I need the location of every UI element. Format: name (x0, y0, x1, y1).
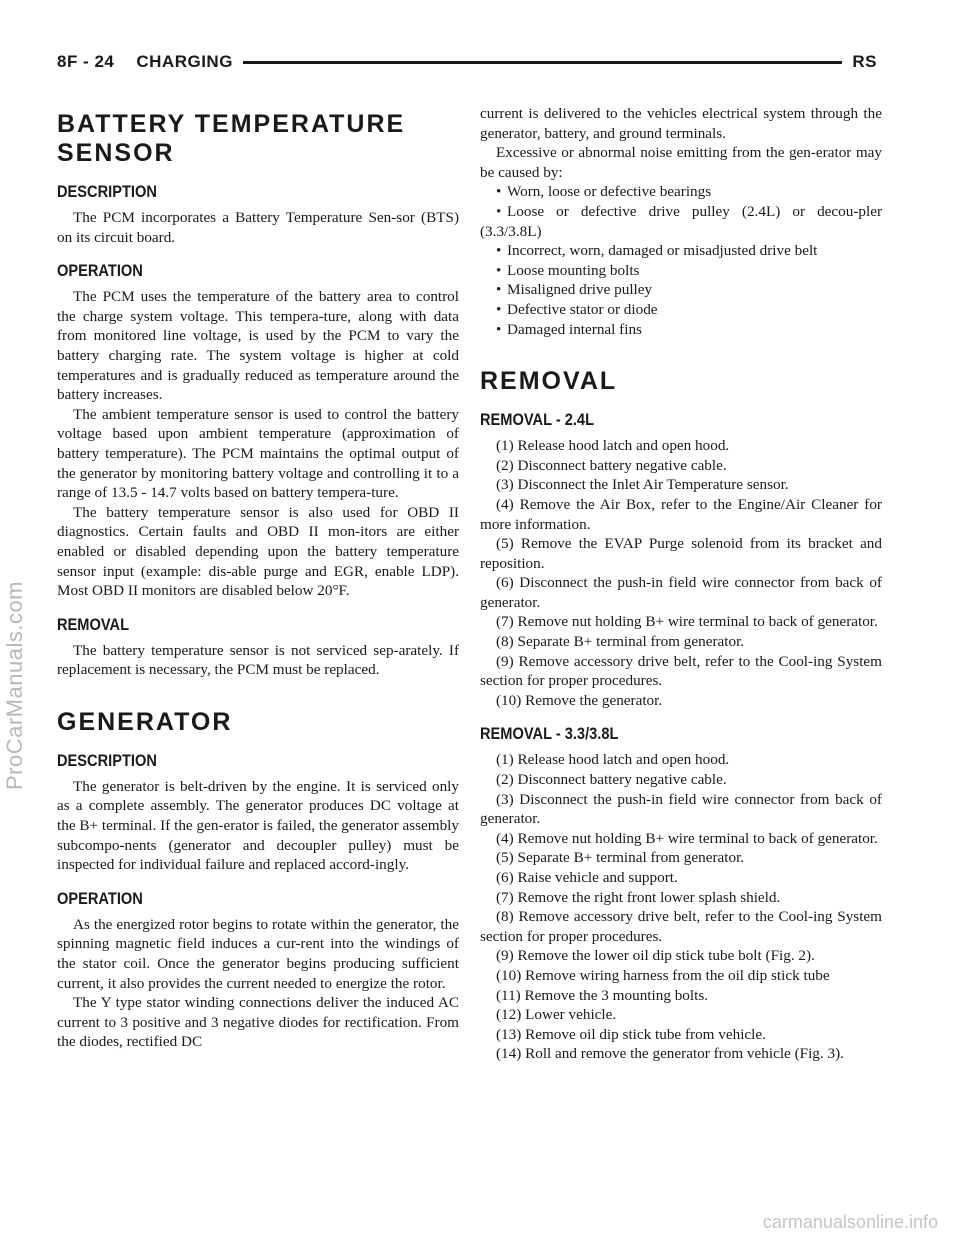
bts-operation-heading: OPERATION (57, 261, 143, 281)
step: (7) Remove nut holding B+ wire terminal to back of generator. (496, 613, 878, 631)
list-item-text: Loose or defective drive pulley (2.4L) or decou-pler (3.3/3.8L) (480, 202, 882, 240)
side-watermark: ProCarManuals.com (2, 580, 27, 790)
step: (8) Separate B+ terminal from generator. (496, 633, 745, 651)
gen-operation-heading: OPERATION (57, 888, 143, 908)
gen-description-heading: DESCRIPTION (57, 750, 157, 770)
bullet: • (496, 300, 502, 318)
step: (12) Lower vehicle. (496, 1006, 617, 1024)
step: (9) Remove accessory drive belt, refer to the Cool-ing System section for proper procedures. (480, 652, 882, 690)
list-item (480, 300, 882, 320)
left-column (57, 108, 459, 1052)
bullet: • (496, 202, 502, 220)
removal-24l-heading: REMOVAL - 2.4L (480, 410, 595, 430)
gen-operation-p2: The Y type stator winding connections deliver the induced AC current to 3 positive and 3 negative diodes for rectification. From the diodes, rectified DC (57, 994, 459, 1051)
step: (1) Release hood latch and open hood. (496, 751, 730, 769)
step: (14) Roll and remove the generator from vehicle (Fig. 3). (496, 1045, 844, 1063)
step: (5) Separate B+ terminal from generator. (496, 849, 745, 867)
bullet: • (496, 320, 502, 338)
removal-33-38l-steps (480, 750, 882, 1064)
page-header (57, 50, 877, 74)
gen-operation-p3: Excessive or abnormal noise emitting from the gen-erator may be caused by: (480, 144, 882, 181)
header-rule (243, 61, 842, 64)
list-item-text: Incorrect, worn, damaged or misadjusted drive belt (507, 242, 818, 260)
step: (2) Disconnect battery negative cable. (496, 456, 727, 474)
model-code: RS (852, 52, 877, 71)
bts-removal-text: The battery temperature sensor is not serviced sep-arately. If replacement is necessary, the PCM must be replaced. (57, 641, 459, 679)
list-item (480, 320, 882, 340)
list-item (480, 202, 882, 241)
list-item (480, 261, 882, 281)
footer-watermark: carmanualsonline.info (762, 1212, 938, 1232)
removal-33-38l-heading: REMOVAL - 3.3/3.8L (480, 724, 619, 744)
step: (13) Remove oil dip stick tube from vehicle. (496, 1025, 766, 1043)
step: (5) Remove the EVAP Purge solenoid from its bracket and reposition. (480, 535, 882, 572)
step: (6) Disconnect the push-in field wire connector from back of generator. (480, 574, 882, 611)
step: (9) Remove the lower oil dip stick tube bolt (Fig. 2). (496, 947, 815, 965)
step: (10) Remove the generator. (496, 691, 663, 709)
section-title-generator: GENERATOR (57, 707, 233, 736)
removal-24l-steps (480, 436, 882, 710)
list-item (480, 241, 882, 261)
step: (8) Remove accessory drive belt, refer to the Cool-ing System section for proper procedures. (480, 908, 882, 945)
gen-operation-p2-continued: current is delivered to the vehicles electrical system through the generator, battery, and ground terminals. (480, 105, 882, 142)
step: (11) Remove the 3 mounting bolts. (496, 986, 709, 1004)
bullet: • (496, 242, 502, 260)
list-item-text: Defective stator or diode (507, 300, 658, 318)
bts-description-text: The PCM incorporates a Battery Temperature Sen-sor (BTS) on its circuit board. (57, 209, 459, 246)
step: (3) Disconnect the push-in field wire connector from back of generator. (480, 790, 882, 828)
section-title-battery-temperature-sensor: BATTERY TEMPERATURE SENSOR (57, 110, 406, 167)
bullet: • (496, 281, 502, 299)
page-number: 8F - 24 (57, 52, 115, 71)
list-item-text: Misaligned drive pulley (507, 281, 653, 299)
gen-operation-p1: As the energized rotor begins to rotate within the generator, the spinning magnetic field induces a cur-rent into the windings of the stator coil. Once the generator begins producing sufficient current, it also provides the current needed to energize the rotor. (57, 915, 459, 992)
bts-removal-heading: REMOVAL (57, 614, 130, 634)
step: (10) Remove wiring harness from the oil dip stick tube (496, 966, 830, 984)
step: (4) Remove nut holding B+ wire terminal to back of generator. (496, 829, 878, 847)
step: (4) Remove the Air Box, refer to the Engine/Air Cleaner for more information. (480, 495, 882, 533)
step: (1) Release hood latch and open hood. (496, 437, 730, 455)
list-item (480, 182, 882, 202)
step: (3) Disconnect the Inlet Air Temperature sensor. (496, 476, 789, 494)
bts-operation-p3: The battery temperature sensor is also used for OBD II diagnostics. Certain faults and OBD II mon-itors are either enabled or disabled depending upon the battery temperature sensor input (example: dis-able purge and EGR, enable LDP). Most OBD II monitors are disabled below 20°F. (57, 503, 459, 600)
list-item-text: Worn, loose or defective bearings (507, 183, 712, 201)
list-item-text: Loose mounting bolts (507, 261, 640, 279)
bullet: • (496, 183, 502, 201)
noise-causes-list (480, 182, 882, 339)
step: (6) Raise vehicle and support. (496, 869, 678, 886)
step: (7) Remove the right front lower splash shield. (496, 888, 781, 906)
bts-description-heading: DESCRIPTION (57, 182, 157, 201)
bullet: • (496, 261, 502, 279)
bts-operation-p2: The ambient temperature sensor is used to control the battery voltage based upon ambient temperature (approximation of battery temperature). The PCM maintains the optimal output of the generator by monitoring battery voltage and controlling it to a range of 13.5 - 14.7 volts based on battery tempera-ture. (57, 405, 459, 502)
list-item-text: Damaged internal fins (507, 320, 642, 338)
step: (2) Disconnect battery negative cable. (496, 771, 727, 789)
section-title-removal: REMOVAL (480, 367, 618, 396)
list-item (480, 280, 882, 300)
gen-description-text: The generator is belt-driven by the engine. It is serviced only as a complete assembly. The generator produces DC voltage at the B+ terminal. If the gen-erator is failed, the generator assembly subcompo-nents (generator and decoupler pulley) must be inspected for individual failure and replaced accord-ingly. (57, 777, 459, 874)
bts-operation-p1: The PCM uses the temperature of the battery area to control the charge system voltage. This tempera-ture, along with data from monitored line voltage, is used by the PCM to vary the battery charging rate. The system voltage is higher at cold temperatures and is gradually reduced as temperature around the battery increases. (57, 288, 459, 404)
chapter-title: CHARGING (136, 52, 233, 71)
right-column (480, 104, 882, 1064)
